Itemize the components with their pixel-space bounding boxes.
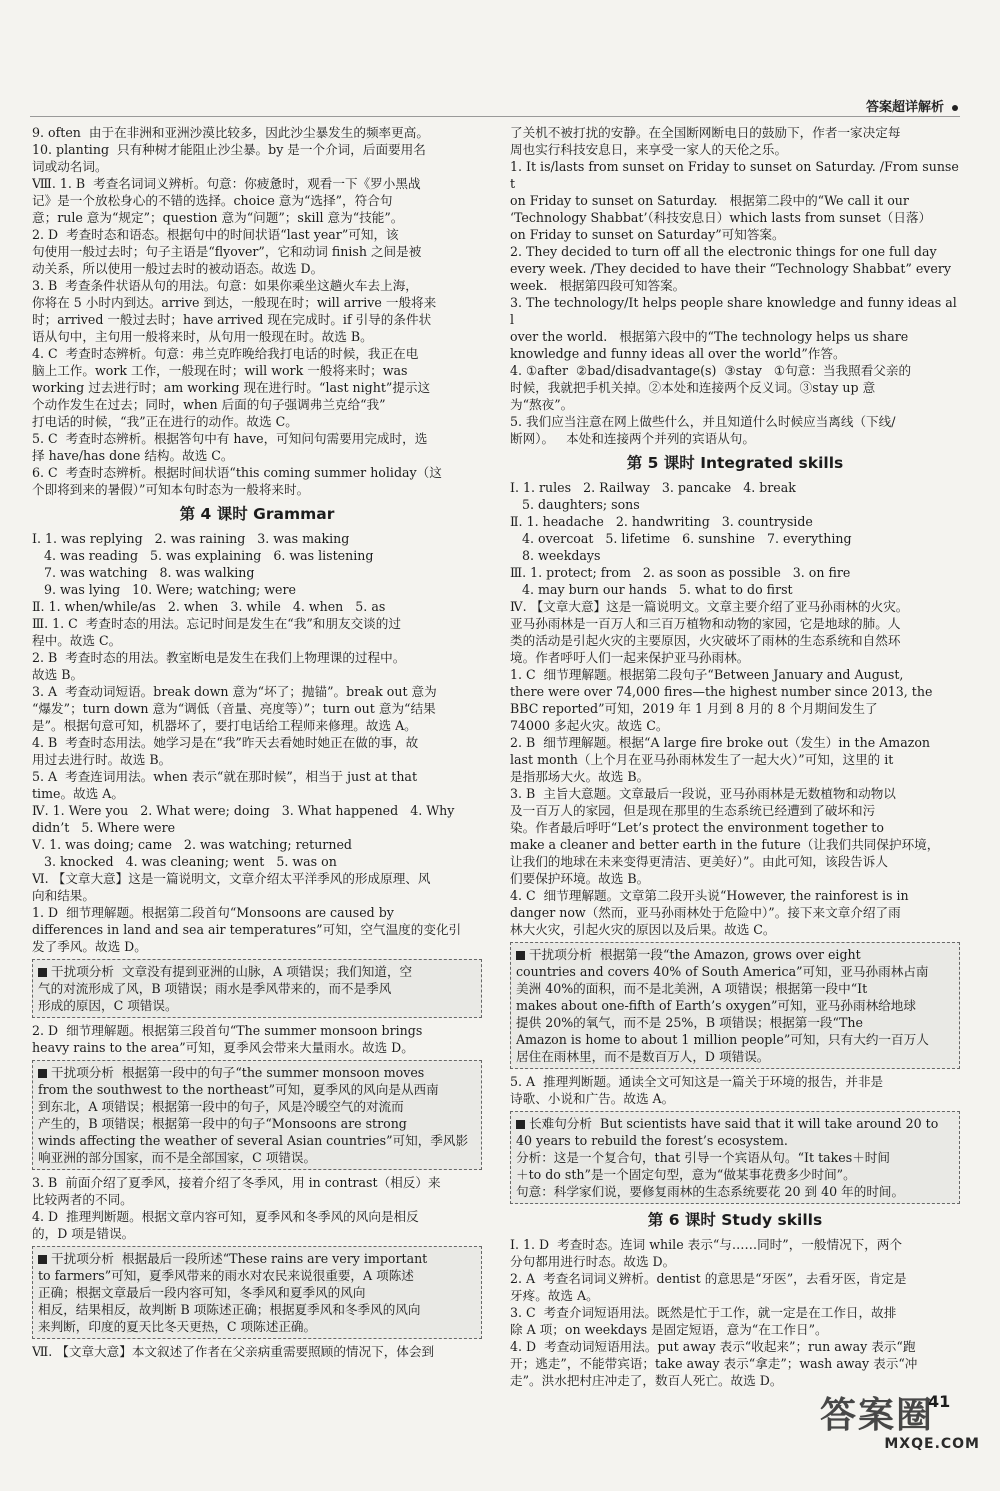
analysis-line [38,963,476,980]
analysis-box [32,1246,482,1339]
text-line: 2. A 考查名词词义辨析。dentist 的意思是“牙医”，去看牙医，肯定是 [510,1271,907,1286]
text-line: 5. A 推理判断题。通读全文可知这是一篇关于环境的报告，并非是 [510,1074,884,1089]
text-line: Ⅴ. 1. was doing; came 2. was watching; returned [32,837,352,852]
text-line: 6. C 考查时态辨析。根据时间状语“this coming summer holiday（这 [32,465,442,480]
analysis-line: 40 years to rebuild the forest’s ecosystem. [516,1133,788,1148]
text-line: 染。作者最后呼吁“Let’s protect the environment together to [510,820,884,835]
text-line: 4. was reading 5. was explaining 6. was listening [32,548,374,563]
analysis-line: 提供 20%的氧气，而不是 25%，B 项错误；根据第一段“The [516,1015,863,1030]
text-line: 牙疼。故选 A。 [510,1288,599,1303]
text-line: 2. They decided to turn off all the electronic things for one full day [510,244,937,259]
text-line: 1. It is/lasts from sunset on Friday to sunset on Saturday. /From sunset [510,159,959,191]
text-line: ‘Technology Shabbat’（科技安息日）which lasts from sunset（日落） [510,210,932,225]
running-header [866,96,958,115]
text-line: 5. C 考查时态辨析。根据答句中有 have，可知问句需要用完成时，选 [32,431,428,446]
header-title: 答案超详解析 [865,100,944,115]
analysis-line: winds affecting the weather of several Asian countries”可知，季风影 [38,1133,469,1148]
text-line: 择 have/has done 结构。故选 C。 [32,448,234,463]
text-line: 4. C 考查时态辨析。句意：弗兰克昨晚给我打电话的时候，我正在电 [32,346,419,361]
analysis-line [38,1250,476,1267]
text-line: 分句都用进行时态。故选 D。 [510,1254,676,1269]
text-line: BBC reported”可知，2019 年 1 月到 8 月的 8 个月期间发生了 [510,701,878,716]
text-line: time。故选 A。 [32,786,124,801]
analysis-line: 来判断，印度的夏天比冬天更热，C 项陈述正确。 [38,1319,317,1334]
text-line: 动关系，所以使用一般过去时的被动语态。故选 D。 [32,261,324,276]
text-line: Ⅱ. 1. when/while/as 2. when 3. while 4. when 5. as [32,599,386,614]
text-line: 4. may burn our hands 5. what to do first [510,582,793,597]
watermark [820,1396,980,1452]
square-marker-icon [38,968,47,977]
watermark-main: 答案圈 [820,1395,935,1436]
text-line: 5. 我们应当注意在网上做些什么，并且知道什么时候应当离线（下线/ [510,414,896,429]
text-line: 3. knocked 4. was cleaning; went 5. was on [32,854,337,869]
text-line: 程中。故选 C。 [32,633,122,648]
page-number: 41 [928,1392,951,1411]
text-line: over the world. 根据第六段中的“The technology helps us share [510,329,909,344]
text-line: 周也实行科技安息日，来享受一家人的天伦之乐。 [510,142,788,157]
text-line: 3. A 考查动词短语。break down 意为“坏了；抛锚”。break out 意为 [32,684,437,699]
text-line: Ⅰ. 1. was replying 2. was raining 3. was making [32,531,350,546]
text-line: 你将在 5 小时内到达。arrive 到达，一般现在时；will arrive 一般将来 [32,295,437,310]
text-line: 个即将到来的暑假）”可知本句时态为一般将来时。 [32,482,310,497]
text-line: 的，D 项是错误。 [32,1226,135,1241]
analysis-line: to farmers”可知，夏季风带来的雨水对农民来说很重要，A 项陈述 [38,1268,414,1283]
text-line: 8. weekdays [510,548,601,563]
analysis-line: 形成的原因，C 项错误。 [38,998,178,1013]
text-line: on Friday to sunset on Saturday. 根据第二段中的“We call it our [510,193,909,208]
text-line: last month（上个月在亚马孙雨林发生了一起大火）”可知，这里的 it [510,752,894,767]
text-line: 2. D 考查时态和语态。根据句中的时间状语“last year”可知，该 [32,227,399,242]
analysis-line: 产生的，B 项错误；根据第一段中的句子“Monsoons are strong [38,1116,407,1131]
analysis-line: Amazon is home to about 1 million people”可知，只有大约一百万人 [516,1032,929,1047]
analysis-line: 相反，结果相反，故判断 B 项陈述正确；根据夏季风和冬季风的风向 [38,1302,421,1317]
square-marker-icon [38,1255,47,1264]
text-line: 2. B 考查时态的用法。教室断电是发生在我们上物理课的过程中。 [32,650,406,665]
text-line: 4. B 考查时态用法。她学习是在“我”昨天去看她时她正在做的事，故 [32,735,419,750]
text-line: 了关机不被打扰的安静。在全国断网断电日的鼓励下，作者一家决定每 [510,125,901,140]
right-column [510,124,960,1389]
text-line: on Friday to sunset on Saturday”可知答案。 [510,227,785,242]
text-line: 林大火灾，引起火灾的原因以及后果。故选 C。 [510,922,776,937]
text-line: 5. A 考查连词用法。when 表示“就在那时候”，相当于 just at that [32,769,418,784]
analysis-box [32,1060,482,1170]
text-line: Ⅵ. 【文章大意】这是一篇说明文，文章介绍太平洋季风的形成原理、风 [32,871,431,886]
analysis-line: makes about one-fifth of Earth’s oxygen”可知，亚马孙雨林给地球 [516,998,916,1013]
text-line: 类的活动是引起火灾的主要原因，火灾破坏了雨林的生态系统和自然环 [510,633,901,648]
text-line: 74000 多起火灾。故选 C。 [510,718,669,733]
analysis-text: 干扰项分析 文章没有提到亚洲的山脉，A 项错误；我们知道，空 [51,964,413,979]
text-line: 打电话的时候，“我”正在进行的动作。故选 C。 [32,414,298,429]
text-line: 为“熬夜”。 [510,397,574,412]
text-line: 5. daughters; sons [510,497,640,512]
analysis-line: 美洲 40%的面积，而不是北美洲，A 项错误；根据第一段中“It [516,981,868,996]
text-line: danger now（然而，亚马孙雨林处于危险中）”。接下来文章介绍了雨 [510,905,901,920]
text-line: 4. D 推理判断题。根据文章内容可知，夏季风和冬季风的风向是相反 [32,1209,419,1224]
analysis-line [516,1115,954,1132]
text-line: Ⅶ. 【文章大意】本文叙述了作者在父亲病重需要照顾的情况下，体会到 [32,1344,435,1359]
text-line: 2. B 细节理解题。根据“A large fire broke out（发生）in the Amazon [510,735,931,750]
square-marker-icon [38,1069,47,1078]
text-line: 诗歌、小说和广告。故选 A。 [510,1091,675,1106]
left-column [32,124,482,1360]
analysis-text: 干扰项分析 根据第一段“the Amazon, grows over eight [529,947,861,962]
text-line: 10. planting 只有种树才能阻止沙尘暴。by 是一个介词，后面要用名 [32,142,426,157]
analysis-line: 响亚洲的部分国家，而不是全部国家，C 项错误。 [38,1150,317,1165]
text-line: 词或动名词。 [32,159,108,174]
analysis-text: 干扰项分析 根据最后一段所述“These rains are very important [51,1251,428,1266]
analysis-line [38,1064,476,1081]
text-line: 语从句中，主句用一般将来时，从句用一般现在时。故选 B。 [32,329,373,344]
text-line: 亚马孙雨林是一百万人和三百万植物和动物的家园，它是地球的肺。人 [510,616,901,631]
analysis-box [510,1111,960,1204]
square-marker-icon [516,1120,525,1129]
text-line: 3. B 考查条件状语从句的用法。句意：如果你乘坐这趟火车去上海， [32,278,418,293]
text-line: make a cleaner and better earth in the future（让我们共同保护环境， [510,837,940,852]
analysis-text: 长难句分析 But scientists have said that it will take around 20 to [529,1116,939,1131]
text-line: Ⅲ. 1. protect; from 2. as soon as possible 3. on fire [510,565,851,580]
text-line: 9. was lying 10. Were; watching; were [32,582,296,597]
text-line: Ⅱ. 1. headache 2. handwriting 3. countryside [510,514,813,529]
text-line: heavy rains to the area”可知，夏季风会带来大量雨水。故选 D。 [32,1040,414,1055]
text-line: 开；逃走”，不能带宾语；take away 表示“拿走”；wash away 表示“冲 [510,1356,918,1371]
text-line: 脑上工作。work 工作，一般现在时；will work 一般将来时；was [32,363,408,378]
analysis-line: 正确；根据文章最后一段内容可知，冬季风和夏季风的风向 [38,1285,366,1300]
text-line: 3. B 主旨大意题。文章最后一段说，亚马孙雨林是无数植物和动物以 [510,786,896,801]
analysis-line: countries and covers 40% of South America”可知，亚马孙雨林占南 [516,964,929,979]
text-line: 3. B 前面介绍了夏季风，接着介绍了冬季风，用 in contrast（相反）来 [32,1175,441,1190]
text-line: there were over 74,000 fires—the highest number since 2013, the [510,684,933,699]
text-line: 走”。洪水把村庄冲走了，数百人死亡。故选 D。 [510,1373,783,1388]
analysis-line: 气的对流形成了风，B 项错误；雨水是季风带来的，而不是季风 [38,981,392,996]
text-line: 比较两者的不同。 [32,1192,133,1207]
text-line: Ⅳ. 【文章大意】这是一篇说明文。文章主要介绍了亚马孙雨林的火灾。 [510,599,909,614]
text-line: 意；rule 意为“规定”；question 意为“问题”；skill 意为“技能”。 [32,210,404,225]
text-line: week. 根据第四段可知答案。 [510,278,686,293]
text-line: 1. D 细节理解题。根据第二段首句“Monsoons are caused by [32,905,394,920]
text-line: 故选 B。 [32,667,84,682]
text-line: 境。作者呼吁人们一起来保护亚马孙雨林。 [510,650,750,665]
text-line: every week. /They decided to have their “Technology Shabbat” every [510,261,951,276]
text-line: 4. D 考查动词短语用法。put away 表示“收起来”；run away 表示“跑 [510,1339,916,1354]
text-line: Ⅷ. 1. B 考查名词词义辨析。句意：你疲惫时，观看一下《罗小黑战 [32,176,421,191]
text-line: Ⅳ. 1. Were you 2. What were; doing 3. What happened 4. Why [32,803,455,818]
analysis-text: 干扰项分析 根据第一段中的句子“the summer monsoon moves [51,1065,425,1080]
text-line: 1. C 细节理解题。根据第二段句子“Between January and August, [510,667,904,682]
section-heading: 第 4 课时 Grammar [179,505,335,523]
text-line: Ⅰ. 1. rules 2. Railway 3. pancake 4. break [510,480,796,495]
text-line: knowledge and funny ideas all over the world”作答。 [510,346,846,361]
text-line: 3. The technology/It helps people share knowledge and funny ideas all [510,295,957,327]
section-heading: 第 5 课时 Integrated skills [626,454,844,472]
analysis-line: ＋to do sth”是一个固定句型，意为“做某事花费多少时间”。 [516,1167,856,1182]
text-line: 除 A 项；on weekdays 是固定短语，意为“在工作日”。 [510,1322,828,1337]
text-line: 是指那场大火。故选 B。 [510,769,650,784]
text-line: 向和结果。 [32,888,95,903]
text-line: 发了季风。故选 D。 [32,939,147,954]
text-line: didn’t 5. Where were [32,820,176,835]
text-line: 断网）。 本处和连接两个并列的宾语从句。 [510,431,755,446]
text-line: 用过去进行时。故选 B。 [32,752,172,767]
text-line: 记》是一个放松身心的不错的选择。choice 意为“选择”，符合句 [32,193,393,208]
analysis-line [516,946,954,963]
text-line: “爆发”；turn down 意为“调低（音量、亮度等）”；turn out 意为“结果 [32,701,436,716]
bullet-icon [952,105,958,111]
analysis-line: 居住在雨林里，而不是数百万人，D 项错误。 [516,1049,770,1064]
text-line: 时候，我就把手机关掉。②本处和连接两个反义词。③stay up 意 [510,380,876,395]
square-marker-icon [516,951,525,960]
analysis-box [510,942,960,1069]
section-heading: 第 6 课时 Study skills [647,1211,823,1229]
text-line: 7. was watching 8. was walking [32,565,255,580]
text-line: 时；arrived 一般过去时；have arrived 现在完成时。if 引导的条件状 [32,312,432,327]
analysis-line: 分析：这是一个复合句，that 引导一个宾语从句。“It takes＋时间 [516,1150,890,1165]
text-line: 们要保护环境。故选 B。 [510,871,650,886]
analysis-box [32,959,482,1018]
text-line: 2. D 细节理解题。根据第三段首句“The summer monsoon brings [32,1023,423,1038]
text-line: Ⅰ. 1. D 考查时态。连词 while 表示“与……同时”，一般情况下，两个 [510,1237,903,1252]
text-line: 4. ①after ②bad/disadvantage(s) ③stay ①句意：当我照看父亲的 [510,363,912,378]
text-line: 个动作发生在过去；同时，when 后面的句子强调弗兰克给“我” [32,397,386,412]
analysis-line: 到东北，A 项错误；根据第一段中的句子，风是冷暖空气的对流而 [38,1099,404,1114]
text-line: 4. C 细节理解题。文章第二段开头说“However, the rainforest is in [510,888,909,903]
analysis-line: 句意：科学家们说，要修复雨林的生态系统要花 20 到 40 年的时间。 [516,1184,905,1199]
text-line: 让我们的地球在未来变得更清洁、更美好）”。由此可知，该段告诉人 [510,854,888,869]
text-line: 3. C 考查介词短语用法。既然是忙于工作，就一定是在工作日，故排 [510,1305,897,1320]
text-line: 9. often 由于在非洲和亚洲沙漠比较多，因此沙尘暴发生的频率更高。 [32,125,429,140]
header-rule [30,116,960,117]
watermark-url: MXQE.COM [884,1436,980,1452]
text-line: differences in land and sea air temperatures”可知，空气温度的变化引 [32,922,462,937]
text-line: 4. overcoat 5. lifetime 6. sunshine 7. everything [510,531,852,546]
text-line: 是”。根据句意可知，机器坏了，要打电话给工程师来修理。故选 A。 [32,718,417,733]
text-line: working 过去进行时；am working 现在进行时。“last night”提示这 [32,380,431,395]
text-line: Ⅲ. 1. C 考查时态的用法。忘记时间是发生在“我”和朋友交谈的过 [32,616,401,631]
text-line: 及一百万人的家园，但是现在那里的生态系统已经遭到了破坏和污 [510,803,876,818]
text-line: 句使用一般过去时；句子主语是“flyover”，它和动词 finish 之间是被 [32,244,422,259]
analysis-line: from the southwest to the northeast”可知，夏季风的风向是从西南 [38,1082,439,1097]
